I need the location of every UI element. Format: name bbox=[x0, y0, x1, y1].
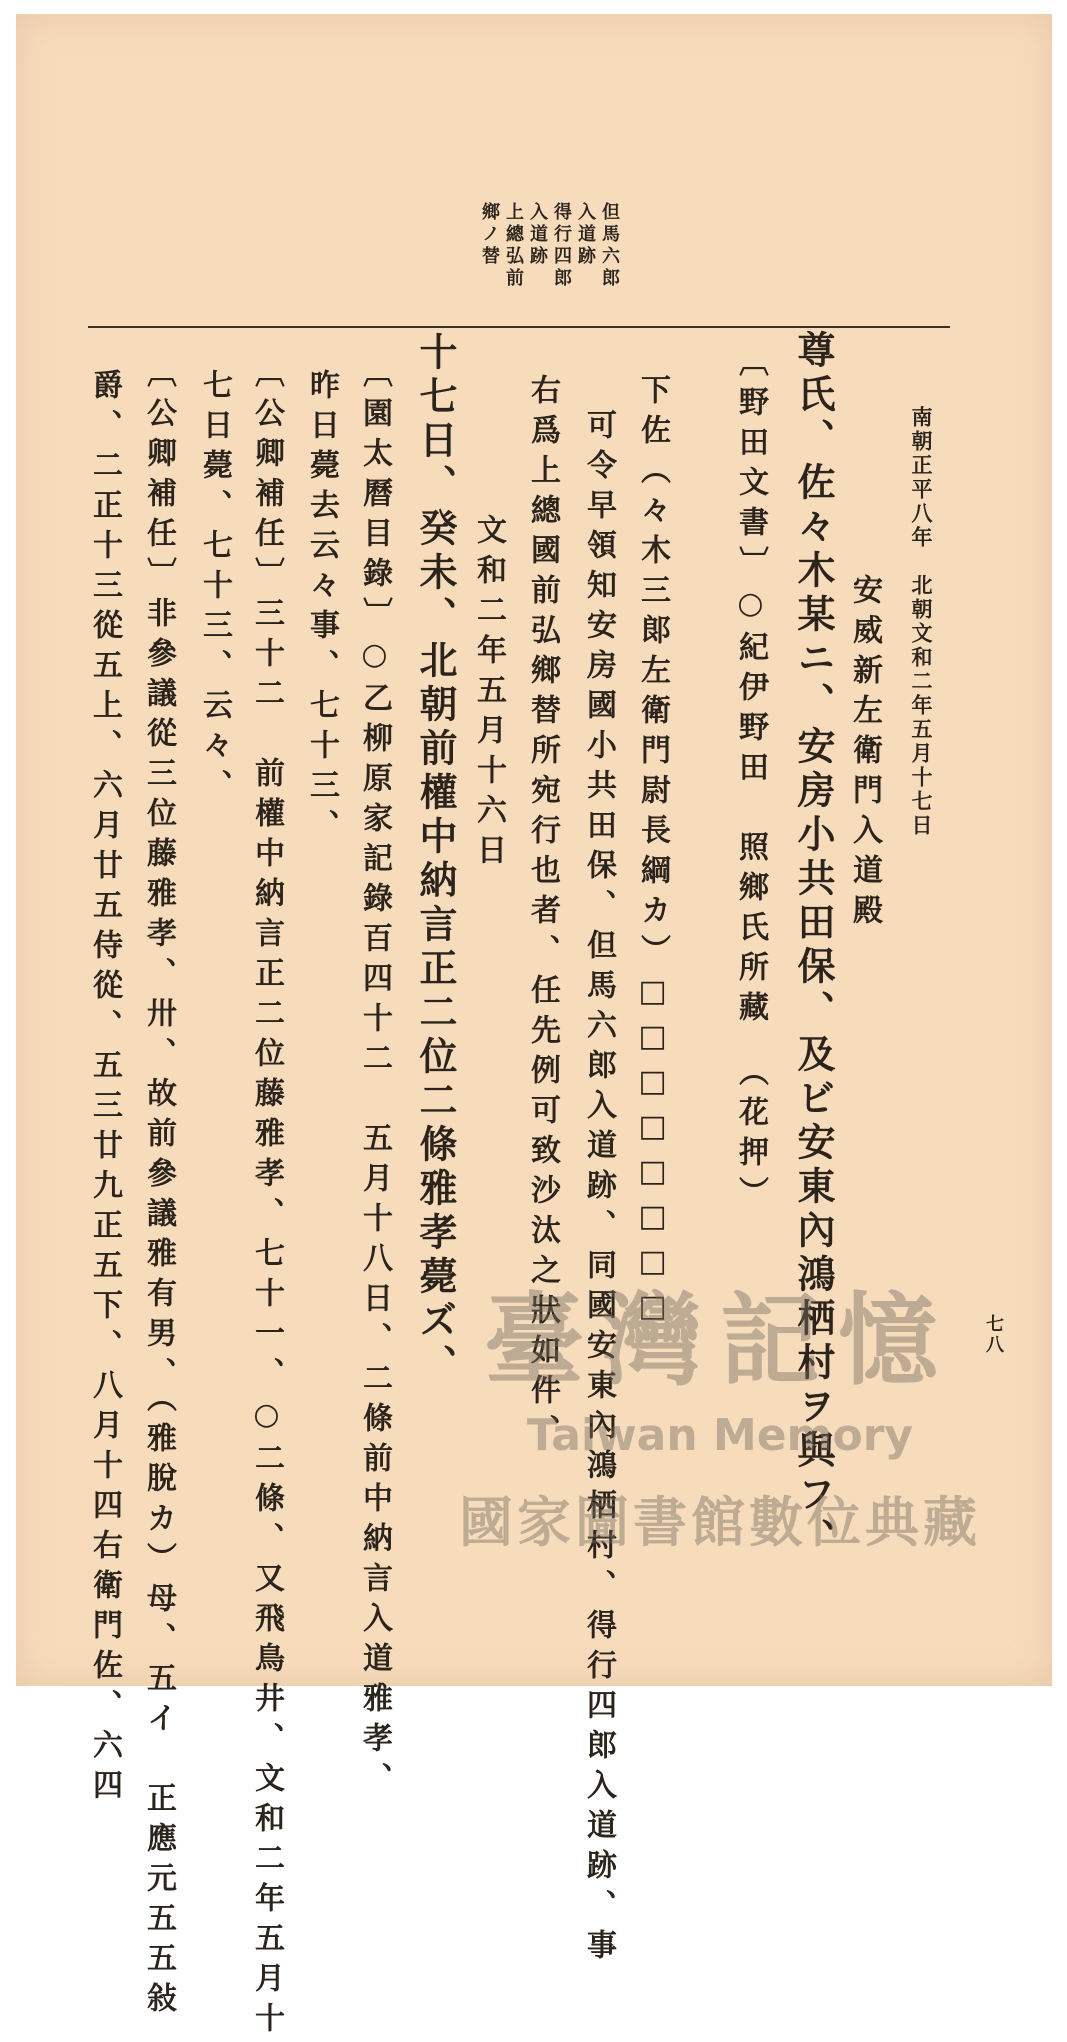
gloss-line-2: 入道跡 bbox=[575, 202, 596, 268]
running-head: 南朝正平八年 北朝文和二年五月十七日 bbox=[909, 406, 934, 838]
gloss-line-4: 入道跡 bbox=[527, 202, 548, 268]
text-column-9: 〔園太曆目錄〕○乙柳原家記錄百四十二 五月十八日、二條前中納言入道雅孝、 bbox=[357, 357, 392, 1802]
text-column-5: 可令早領知安房國小共田保、但馬六郎入道跡、同國安東內鴻栖村、得行四郎入道跡、事 bbox=[581, 409, 616, 1969]
text-column-10: 昨日薨去云々事、七十三、 bbox=[304, 369, 339, 849]
text-column-14: 爵、二正十三從五上、六月廿五侍從、五三廿九正五下、八月十四右衛門佐、六四 bbox=[87, 369, 122, 1809]
text-column-4: 下佐（々木三郞左衛門尉長綱カ）□□□□□□□□ bbox=[635, 374, 670, 1334]
watermark-english: Taiwan Memory bbox=[526, 1410, 914, 1461]
gloss-line-6: 鄉ノ替 bbox=[479, 202, 500, 268]
text-column-3: 〔野田文書〕○紀伊野田 照鄉氏所藏 （花押） bbox=[733, 346, 768, 1216]
text-column-12: 七日薨、七十三、云々、 bbox=[197, 369, 232, 809]
document-page bbox=[16, 14, 1052, 2042]
gloss-line-5: 上總弘前 bbox=[503, 202, 524, 290]
text-column-11: 〔公卿補任〕三十二 前權中納言正二位藤雅孝、七十一、○二條、又飛鳥井、文和二年五月十 bbox=[249, 357, 284, 2042]
watermark-library: 國家圖書館數位典藏 bbox=[459, 1491, 981, 1554]
gloss-line-1: 但馬六郎 bbox=[599, 202, 620, 290]
page-number: 七八 bbox=[983, 1314, 1004, 1356]
text-column-13: 〔公卿補任〕非參議從三位藤雅孝、卅、故前參議雅有男、（雅脫カ）母、五イ 正應元五五敍 bbox=[141, 357, 176, 2022]
text-column-2: 尊氏、佐々木某ニ、安房小共田保、及ビ安東內鴻栖村ヲ與フ、 bbox=[791, 330, 836, 1562]
text-column-6: 右爲上總國前弘鄉替所宛行也者、任先例可致沙汰之狀如件、 bbox=[525, 374, 560, 1454]
text-column-8: 十七日、癸未、北朝前權中納言正二位二條雅孝薨ズ、 bbox=[413, 332, 458, 1388]
horizontal-rule bbox=[88, 326, 950, 328]
text-column-1: 安威新左衛門入道殿 bbox=[847, 574, 882, 934]
watermark-title: 臺灣記憶 bbox=[484, 1281, 956, 1399]
gloss-line-3: 得行四郎 bbox=[551, 202, 572, 290]
text-column-7: 文和二年五月十六日 bbox=[471, 514, 506, 874]
